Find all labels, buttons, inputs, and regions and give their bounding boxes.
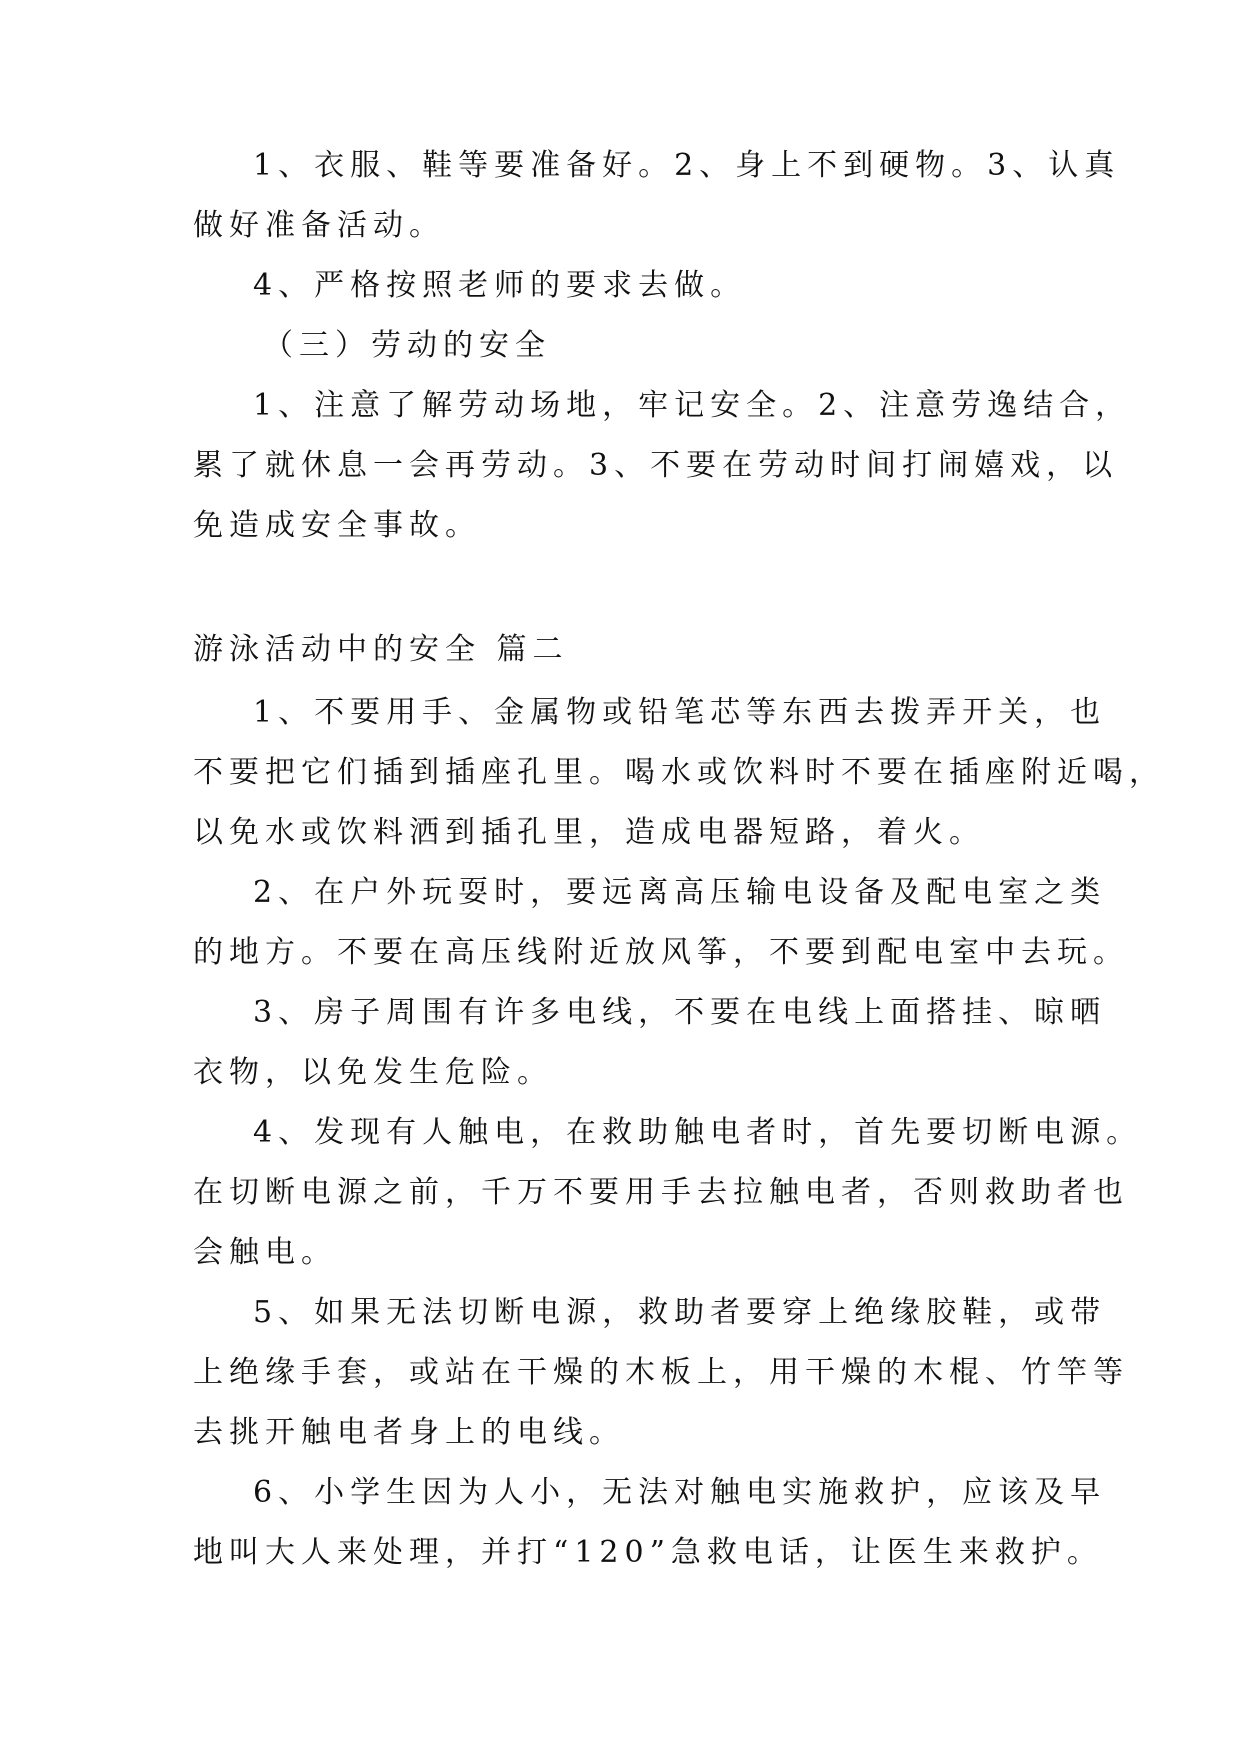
paragraph-line: 4、发现有人触电，在救助触电者时，首先要切断电源。 (253, 1115, 1143, 1150)
section-heading: （三）劳动的安全 (263, 328, 551, 363)
paragraph-line: 地叫大人来处理，并打“120”急救电话，让医生来救护。 (193, 1535, 1103, 1570)
paragraph-line: 3、房子周围有许多电线，不要在电线上面搭挂、晾晒 (253, 995, 1107, 1030)
paragraph-line: 衣物，以免发生危险。 (193, 1055, 553, 1090)
paragraph-line: 以免水或饮料洒到插孔里，造成电器短路，着火。 (193, 815, 985, 850)
paragraph-line: 不要把它们插到插座孔里。喝水或饮料时不要在插座附近喝， (193, 755, 1165, 790)
paragraph-line: 1、衣服、鞋等要准备好。2、身上不到硬物。3、认真 (253, 148, 1121, 183)
paragraph-line: 6、小学生因为人小，无法对触电实施救护，应该及早 (253, 1475, 1107, 1510)
paragraph-line: 做好准备活动。 (193, 208, 445, 243)
paragraph-line: 累了就休息一会再劳动。3、不要在劳动时间打闹嬉戏，以 (193, 448, 1119, 483)
paragraph-line: 1、注意了解劳动场地，牢记安全。2、注意劳逸结合， (253, 388, 1132, 423)
paragraph-line: 2、在户外玩耍时，要远离高压输电设备及配电室之类 (253, 875, 1107, 910)
paragraph-line: 的地方。不要在高压线附近放风筝，不要到配电室中去玩。 (193, 935, 1129, 970)
paragraph-line: 去挑开触电者身上的电线。 (193, 1415, 625, 1450)
paragraph-line: 5、如果无法切断电源，救助者要穿上绝缘胶鞋，或带 (253, 1295, 1107, 1330)
paragraph-line: 免造成安全事故。 (193, 508, 481, 543)
paragraph-line: 会触电。 (193, 1235, 337, 1270)
paragraph-line: 1、不要用手、金属物或铅笔芯等东西去拨弄开关，也 (253, 695, 1107, 730)
paragraph-line: 上绝缘手套，或站在干燥的木板上，用干燥的木棍、竹竿等 (193, 1355, 1129, 1390)
paragraph-line: 4、严格按照老师的要求去做。 (253, 268, 747, 303)
article-title: 游泳活动中的安全 篇二 (193, 632, 569, 667)
paragraph-line: 在切断电源之前，千万不要用手去拉触电者，否则救助者也 (193, 1175, 1129, 1210)
